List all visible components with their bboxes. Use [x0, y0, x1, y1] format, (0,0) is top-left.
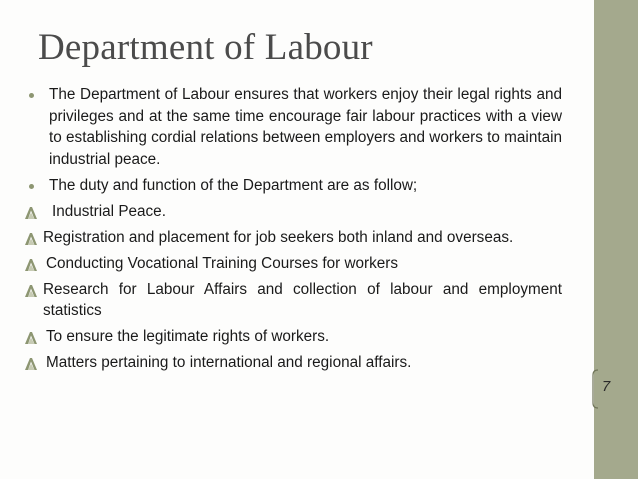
list-item-text: Industrial Peace.: [52, 202, 166, 220]
list-item: [24, 352, 562, 374]
list-item-text: To ensure the legitimate rights of workers.: [46, 328, 330, 345]
arrow-bullet-icon: [24, 284, 38, 298]
bullet-icon: [29, 184, 34, 189]
arrow-bullet-icon: [24, 331, 38, 345]
arrow-bullet-icon: [24, 357, 38, 371]
slide-title: Department of Labour: [38, 27, 373, 68]
list-item-text: The Department of Labour ensures that workers enjoy their legal rights and privileges and at the same time encourage fair labour practices with a view to establishing cordial relations between employers and workers to maintain industrial peace.: [49, 86, 562, 168]
page-number: 7: [601, 378, 611, 395]
list-item-text: Research for Labour Affairs and collection of labour and employment statistics: [43, 280, 562, 319]
arrow-bullet-icon: [24, 232, 38, 246]
list-item-text: Conducting Vocational Training Courses for workers: [46, 254, 399, 272]
list-item: [24, 227, 562, 249]
list-item: [24, 279, 562, 322]
list-item: [24, 326, 562, 348]
list-item: [24, 201, 562, 223]
list-item-text: The duty and function of the Department are as follow;: [49, 176, 418, 194]
bullet-icon: [29, 93, 34, 98]
arrow-bullet-icon: [24, 206, 38, 220]
content-list: [24, 84, 562, 378]
list-item-text: Matters pertaining to international and regional affairs.: [46, 354, 412, 371]
list-item: [24, 84, 562, 170]
arrow-bullet-icon: [24, 258, 38, 272]
list-item: [24, 253, 562, 275]
list-item-text: Registration and placement for job seekers both inland and overseas.: [43, 228, 514, 246]
list-item: [24, 175, 562, 197]
